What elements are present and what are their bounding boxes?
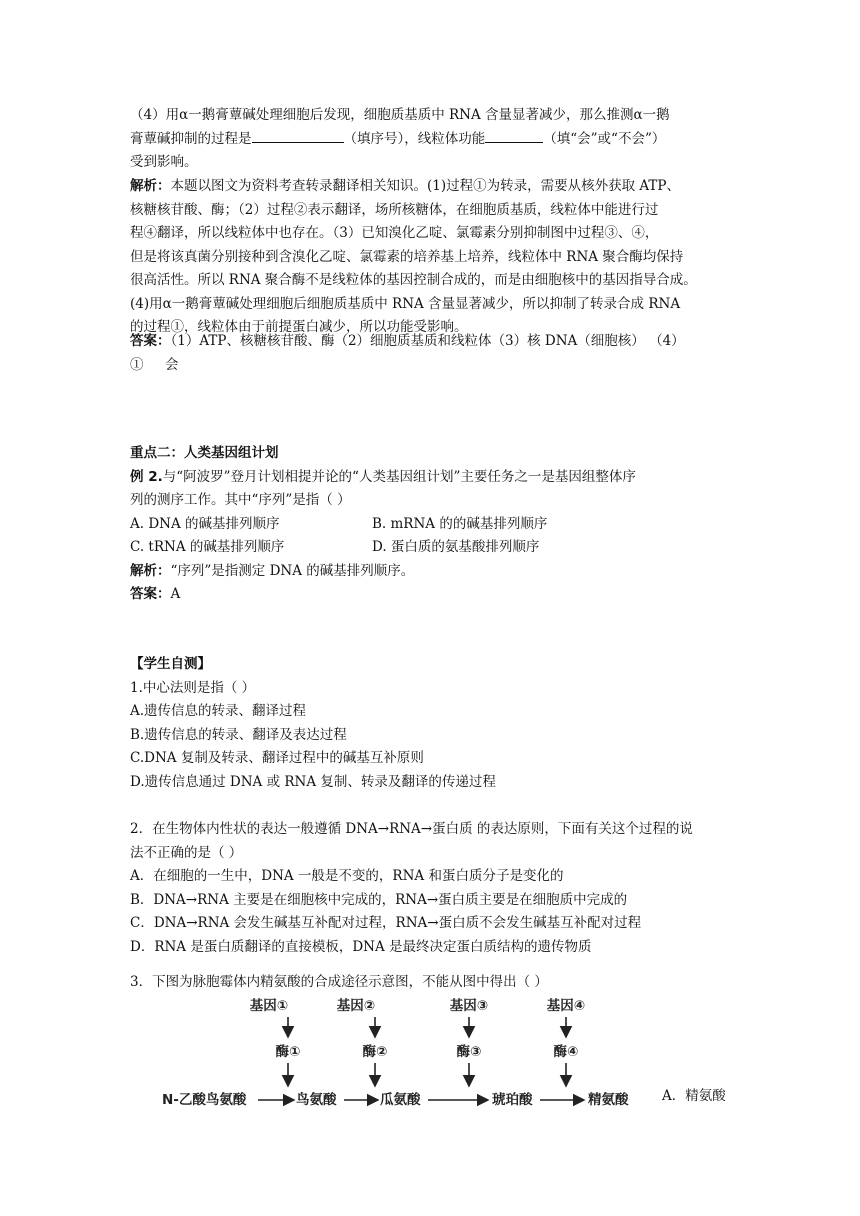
analysis-1-line: 程④翻译，所以线粒体中也存在。（3）已知溴化乙啶、氯霉素分别抑制图中过程③、④， (130, 225, 659, 241)
gene-2-label: 基因② (336, 998, 376, 1014)
section-2 (130, 442, 735, 607)
answer-1-label: 答案： (130, 333, 171, 349)
n-acetylornithine-label: N-乙酸鸟氨酸 (162, 1092, 247, 1108)
q2-option-a[interactable]: A．在细胞的一生中，DNA 一般是不变的，RNA 和蛋白质分子是变化的 (130, 868, 564, 884)
citrulline-label: 瓜氨酸 (380, 1092, 421, 1108)
section-2-title: 重点二：人类基因组计划 (130, 445, 279, 461)
analysis-1-line: 很高活性。所以 RNA 聚合酶不是线粒体的基因控制合成的，而是由细胞核中的基因指导合成。 (130, 272, 697, 288)
q4-line-2-part-c: （填“会”或“不会”） (543, 130, 666, 147)
example-2-label: 例 2. (130, 468, 163, 485)
ornithine-label: 鸟氨酸 (296, 1092, 337, 1108)
analysis-1-line: 核糖核苷酸、酶；（2）过程②表示翻译，场所核糖体，在细胞质基质，线粒体中能进行过 (130, 201, 659, 218)
gene-1-label: 基因① (249, 998, 289, 1014)
option-c[interactable]: C. tRNA 的碱基排列顺序 (130, 539, 285, 555)
example-2-stem-2: 列的测序工作。其中“序列”是指（ ） (130, 492, 351, 508)
option-d[interactable]: D. 蛋白质的氨基酸排列顺序 (372, 539, 540, 555)
fill-blank-2[interactable] (485, 128, 543, 143)
analysis-1-line: (4)用α一鹅膏蕈碱处理细胞后细胞质基质中 RNA 含量显著减少，所以抑制了转录合成 RNA (130, 295, 681, 312)
q2-option-d[interactable]: D．RNA 是蛋白质翻译的直接模板，DNA 是最终决定蛋白质结构的遗传物质 (130, 938, 592, 955)
answer-2-text: A (170, 586, 181, 602)
analysis-1-line: 本题以图文为资料考查转录翻译相关知识。(1)过程①为转录，需要从核外获取 ATP、 (170, 178, 681, 194)
example-2-options-row-2 (130, 536, 735, 560)
q4-line-2-part-b: （填序号），线粒体功能 (343, 130, 486, 147)
fill-blank-1[interactable] (252, 128, 344, 143)
analysis-1-line: 但是将该真菌分别接种到含溴化乙啶、氯霉素的培养基上培养，线粒体中 RNA 聚合酶均保持 (130, 248, 684, 265)
analysis-1 (130, 175, 735, 340)
q2-option-c[interactable]: C．DNA→RNA 会发生碱基互补配对过程，RNA→蛋白质不会发生碱基互补配对过程 (130, 915, 642, 931)
answer-1-line-2: ① 会 (130, 356, 179, 373)
enzyme-3-label: 酶③ (456, 1044, 482, 1060)
answer-1-line-1: （1）ATP、核糖核苷酸、酶（2）细胞质基质和线粒体（3）核 DNA（细胞核） （4） (170, 333, 685, 349)
q4-line-2-part-a: 膏蕈碱抑制的过程是 (130, 130, 252, 147)
enzyme-1-label: 酶① (275, 1044, 301, 1060)
q4-line-2 (130, 128, 735, 152)
q2-stem-1: 2．在生物体内性状的表达一般遵循 DNA→RNA→蛋白质 的表达原则，下面有关这个过程的说 (130, 821, 693, 837)
gene-3-label: 基因③ (449, 998, 489, 1014)
analysis-1-label: 解析： (130, 178, 171, 194)
q1-option-d[interactable]: D.遗传信息通过 DNA 或 RNA 复制、转录及翻译的传递过程 (130, 773, 496, 790)
question-4 (130, 104, 735, 175)
q4-line-3: 受到影响。 (130, 154, 198, 170)
q4-line-1: （4）用α一鹅膏蕈碱处理细胞后发现，细胞质基质中 RNA 含量显著减少，那么推测α一鹅 (130, 107, 670, 123)
q1-option-c[interactable]: C.DNA 复制及转录、翻译过程中的碱基互补原则 (130, 750, 424, 766)
succinic-acid-label: 琥珀酸 (492, 1092, 533, 1108)
q1-stem: 1.中心法则是指（ ） (130, 679, 256, 696)
analysis-2-text: “序列”是指测定 DNA 的碱基排列顺序。 (170, 562, 415, 579)
enzyme-4-label: 酶④ (553, 1044, 579, 1060)
arginine-pathway-diagram (160, 994, 660, 1114)
q3-stem: 3．下图为脉胞霉体内精氨酸的合成途径示意图，不能从图中得出（ ） (130, 974, 548, 990)
enzyme-2-label: 酶② (362, 1044, 388, 1060)
self-test (130, 653, 735, 794)
question-3-self (130, 971, 735, 995)
arginine-label: 精氨酸 (588, 1092, 629, 1108)
analysis-2-label: 解析： (130, 562, 171, 579)
q3-option-a[interactable]: A．精氨酸 (662, 1088, 726, 1104)
q1-option-a[interactable]: A.遗传信息的转录、翻译过程 (130, 703, 307, 719)
q2-option-b[interactable]: B．DNA→RNA 主要是在细胞核中完成的，RNA→蛋白质主要是在细胞质中完成的 (130, 891, 628, 908)
q1-option-b[interactable]: B.遗传信息的转录、翻译及表达过程 (130, 726, 347, 743)
option-b[interactable]: B. mRNA 的的碱基排列顺序 (372, 515, 548, 532)
answer-1 (130, 330, 735, 377)
option-a[interactable]: A. DNA 的碱基排列顺序 (130, 515, 280, 532)
analysis-1-line: 的过程①，线粒体由于前提蛋白减少，所以功能受影响。 (130, 319, 468, 335)
question-2-self (130, 818, 735, 959)
self-test-title: 【学生自测】 (130, 656, 211, 672)
answer-2-label: 答案： (130, 586, 171, 602)
example-2-options-row-1 (130, 513, 735, 537)
q2-stem-2: 法不正确的是（ ） (130, 844, 243, 861)
gene-4-label: 基因④ (546, 998, 586, 1014)
example-2-stem-1: 与“阿波罗”登月计划相提并论的“人类基因组计划”主要任务之一是基因组整体序 (162, 468, 636, 485)
